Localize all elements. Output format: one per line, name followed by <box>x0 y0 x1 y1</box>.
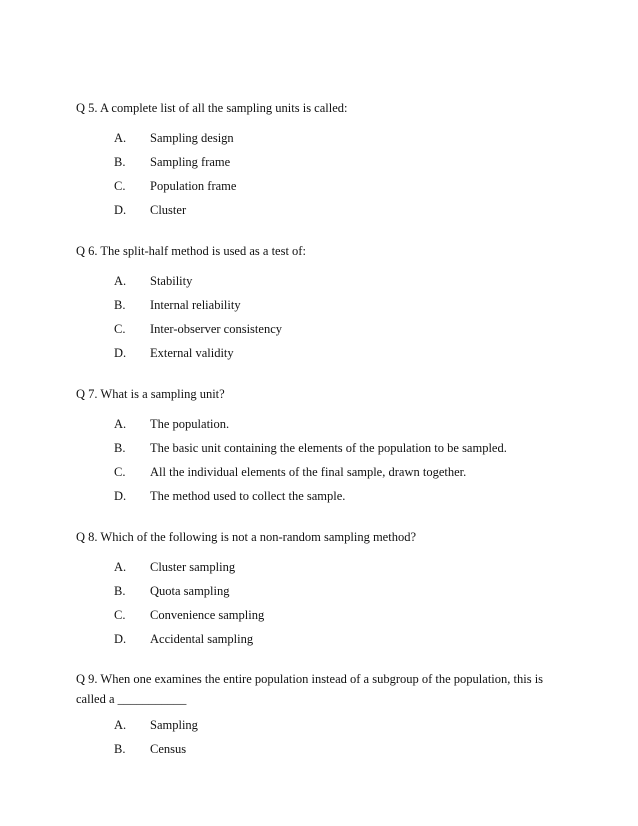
option-text: Quota sampling <box>150 584 230 598</box>
option-letter: C. <box>114 465 126 479</box>
option-text: Stability <box>150 274 193 288</box>
option-d <box>76 627 566 651</box>
question-text: Q 9. When one examines the entire population instead of a subgroup of the population, this is called a ___________ <box>76 672 544 706</box>
option-list <box>76 412 566 508</box>
option-a <box>76 126 566 150</box>
option-text: Cluster <box>150 203 187 217</box>
option-c <box>76 174 566 198</box>
option-letter: D. <box>114 489 127 503</box>
option-text: Accidental sampling <box>150 632 254 646</box>
option-letter: D. <box>114 203 127 217</box>
option-text: Internal reliability <box>150 298 241 312</box>
option-list <box>76 555 566 651</box>
option-d <box>76 198 566 222</box>
option-c <box>76 460 566 484</box>
option-b <box>76 579 566 603</box>
option-letter: C. <box>114 608 126 622</box>
option-b <box>76 737 566 761</box>
option-d <box>76 341 566 365</box>
option-b <box>76 436 566 460</box>
option-d <box>76 484 566 508</box>
option-a <box>76 555 566 579</box>
option-a <box>76 412 566 436</box>
option-text: Inter-observer consistency <box>150 322 282 336</box>
question-text: Q 7. What is a sampling unit? <box>76 387 225 401</box>
option-letter: D. <box>114 632 127 646</box>
option-text: Sampling <box>150 718 198 732</box>
option-b <box>76 293 566 317</box>
question-9 <box>76 669 566 761</box>
option-text: Population frame <box>150 179 237 193</box>
question-text: Q 5. A complete list of all the sampling units is called: <box>76 101 348 115</box>
option-letter: B. <box>114 742 126 756</box>
option-letter: C. <box>114 179 126 193</box>
option-text: Cluster sampling <box>150 560 236 574</box>
option-letter: D. <box>114 346 127 360</box>
option-text: The basic unit containing the elements of the population to be sampled. <box>150 441 507 455</box>
option-b <box>76 150 566 174</box>
option-letter: A. <box>114 417 127 431</box>
option-c <box>76 603 566 627</box>
option-letter: A. <box>114 131 127 145</box>
option-text: Convenience sampling <box>150 608 265 622</box>
option-letter: A. <box>114 274 127 288</box>
question-7 <box>76 384 566 508</box>
option-letter: B. <box>114 584 126 598</box>
option-c <box>76 317 566 341</box>
option-text: The method used to collect the sample. <box>150 489 346 503</box>
option-letter: A. <box>114 560 127 574</box>
question-8 <box>76 527 566 651</box>
option-list <box>76 126 566 222</box>
question-text: Q 6. The split-half method is used as a test of: <box>76 244 306 258</box>
option-letter: B. <box>114 441 126 455</box>
option-letter: B. <box>114 298 126 312</box>
question-5 <box>76 98 566 222</box>
option-a <box>76 269 566 293</box>
option-list <box>76 713 566 761</box>
option-text: External validity <box>150 346 234 360</box>
question-text: Q 8. Which of the following is not a non-random sampling method? <box>76 530 416 544</box>
question-6 <box>76 241 566 365</box>
option-text: Census <box>150 742 187 756</box>
option-text: All the individual elements of the final sample, drawn together. <box>150 465 467 479</box>
option-letter: C. <box>114 322 126 336</box>
option-letter: B. <box>114 155 126 169</box>
option-text: The population. <box>150 417 230 431</box>
option-list <box>76 269 566 365</box>
option-a <box>76 713 566 737</box>
option-text: Sampling frame <box>150 155 231 169</box>
option-letter: A. <box>114 718 127 732</box>
option-text: Sampling design <box>150 131 234 145</box>
